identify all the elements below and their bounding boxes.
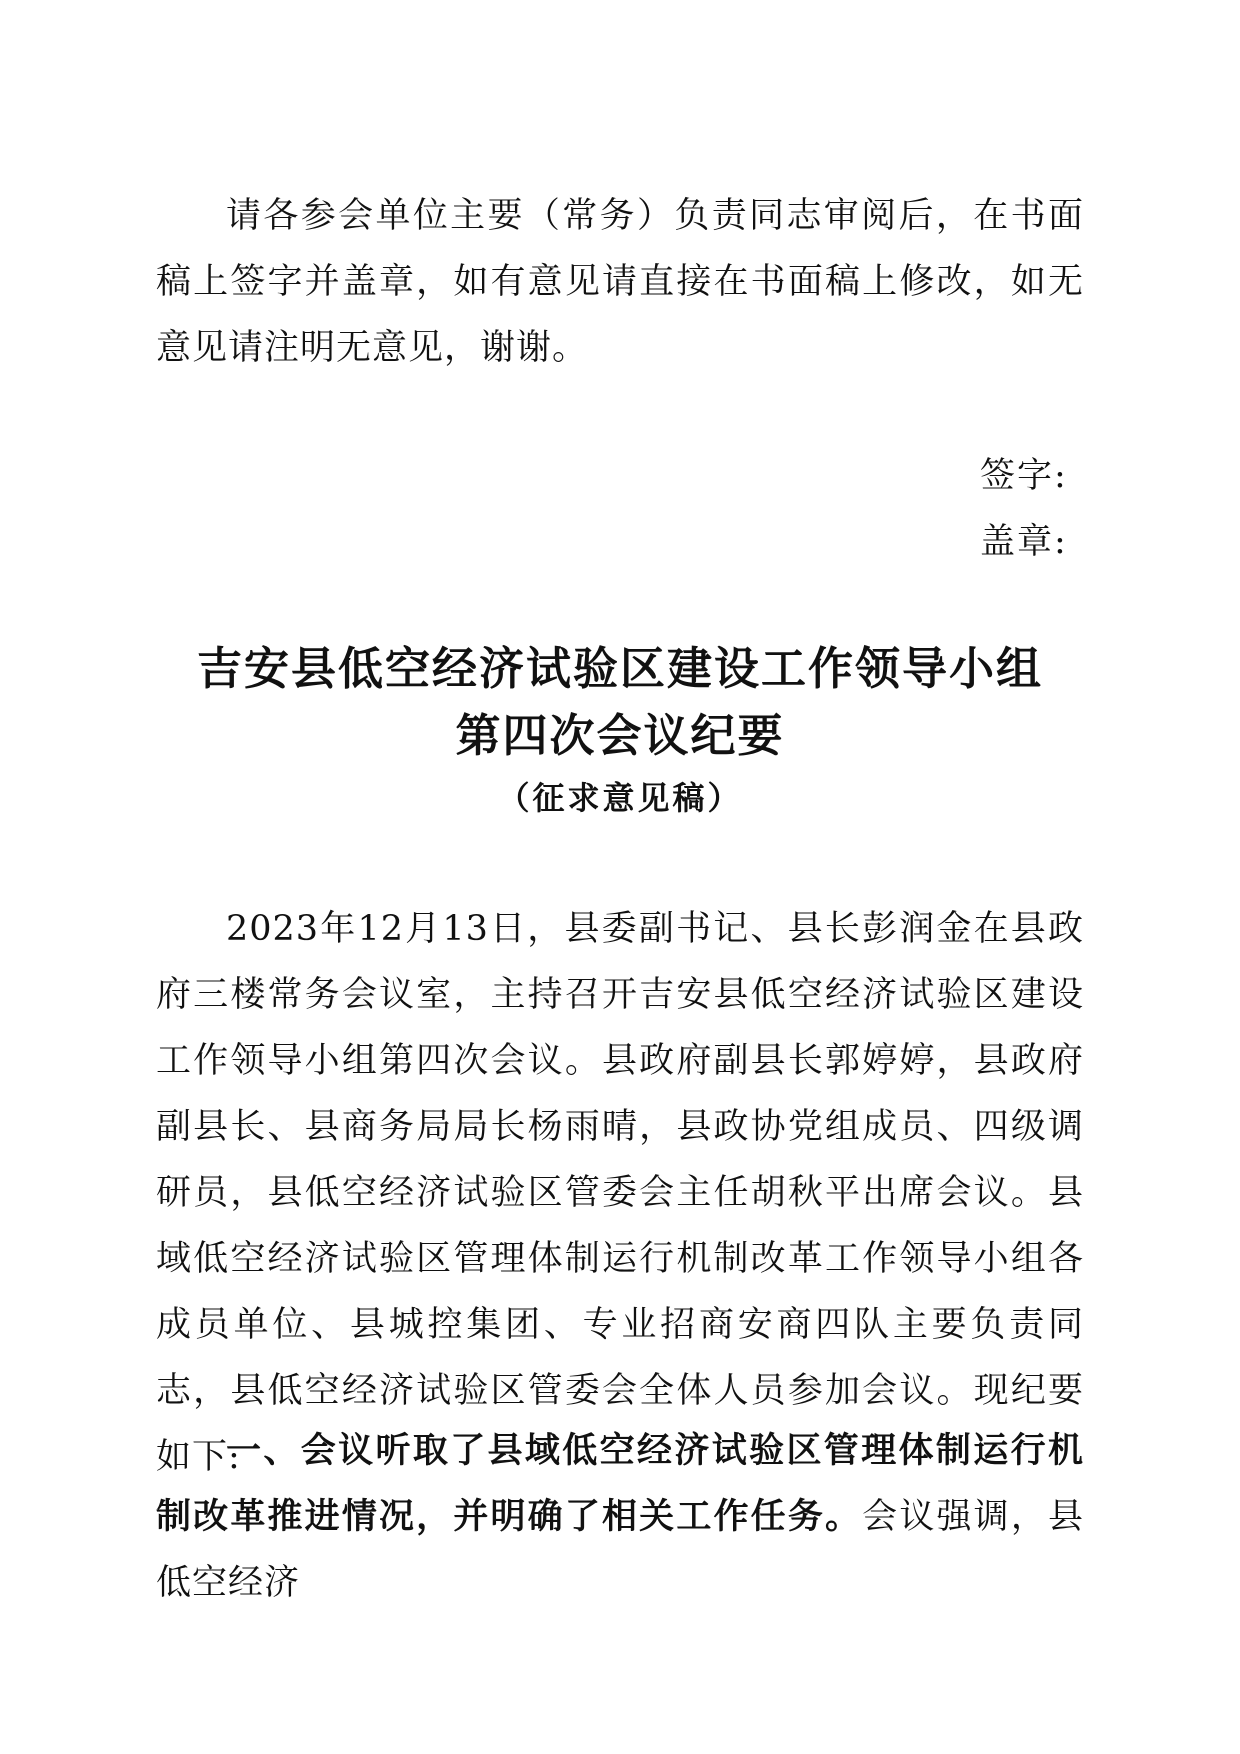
document-title-line-2: 第四次会议纪要 (455, 709, 785, 762)
document-title-line-1: 吉安县低空经济试验区建设工作领导小组 (196, 642, 1043, 695)
section-1-heading: 一、会议听取了县域低空经济试验区管理体制运行机制改革推进情况，并明确了相关工作任务。 (156, 1431, 1084, 1537)
section-1-paragraph (156, 1418, 1084, 1616)
review-notice: 请各参会单位主要（常务）负责同志审阅后，在书面稿上签字并盖章，如有意见请直接在书面稿上修改，如无意见请注明无意见，谢谢。 (156, 196, 1084, 368)
minutes-intro-paragraph: 2023年12月13日，县委副书记、县长彭润金在县政府三楼常务会议室，主持召开吉安县低空经济试验区建设工作领导小组第四次会议。县政府副县长郭婷婷，县政府副县长、县商务局局长杨雨晴，县政协党组成员、四级调研员，县低空经济试验区管委会主任胡秋平出席会议。县域低空经济试验区管理体制运行机制改革工作领导小组各成员单位、县城控集团、专业招商安商四队主要负责同志，县低空经济试验区管委会全体人员参加会议。现纪要如下: (156, 909, 1084, 1477)
seal-label: 盖章: (980, 522, 1068, 562)
section-1-text: 会议强调，县低空经济 (156, 1497, 1084, 1603)
signature-label: 签字: (980, 456, 1068, 496)
document-subtitle: （征求意见稿） (497, 779, 743, 817)
